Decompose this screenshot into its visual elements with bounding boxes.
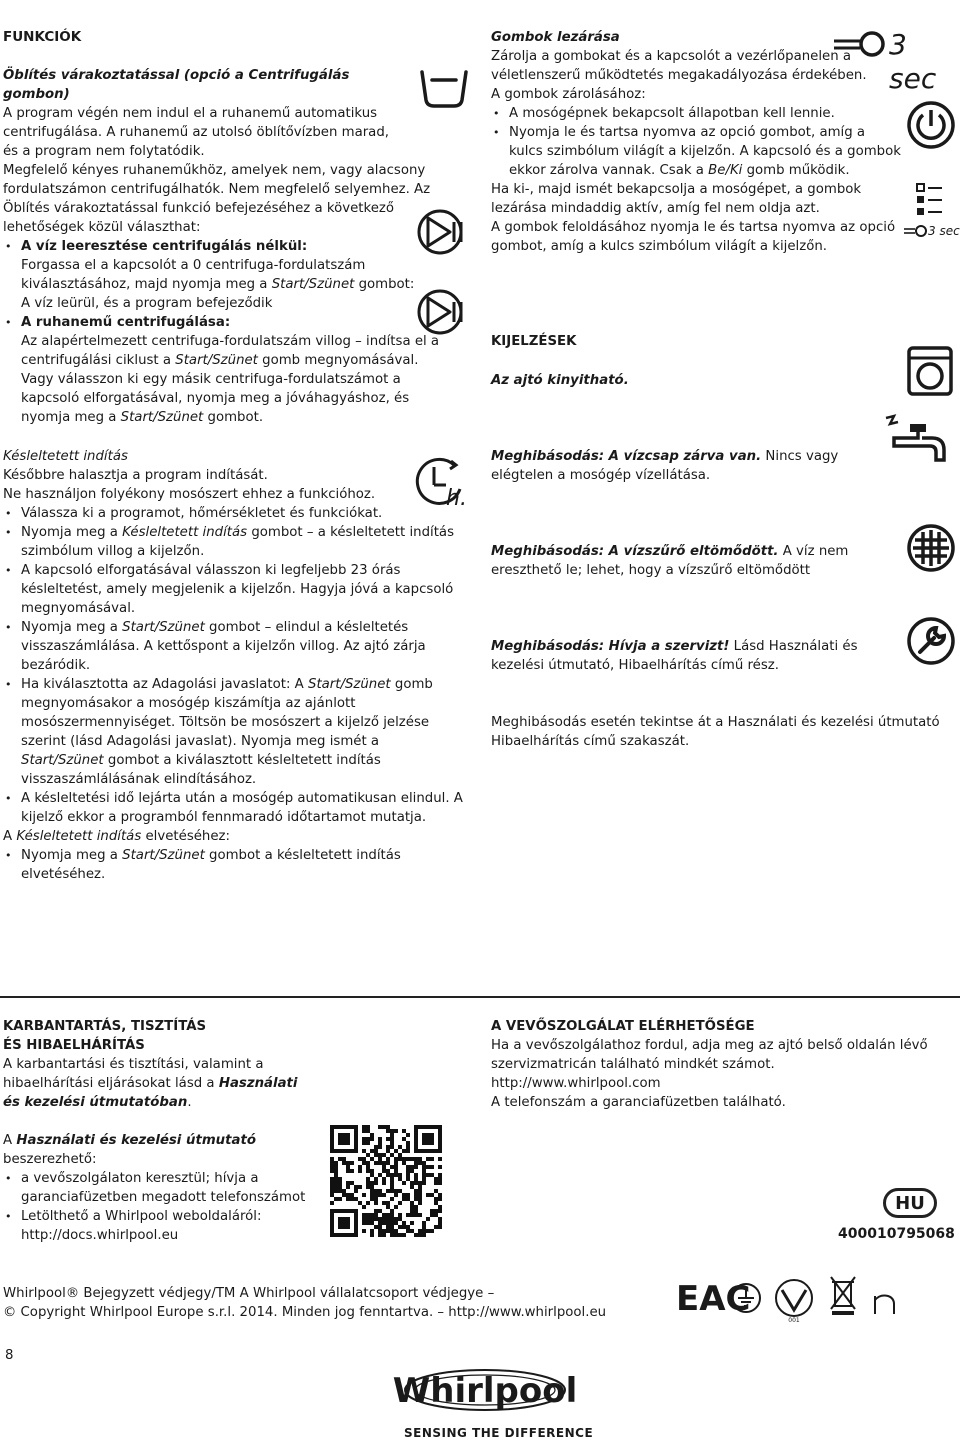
section-title-funkciok: FUNKCIÓK xyxy=(3,29,82,45)
brand-name: Whirlpool xyxy=(392,1371,578,1411)
drain-filter-icon xyxy=(906,523,956,573)
button-lock-paragraph-2: A gombok zárolásához: xyxy=(491,87,646,102)
door-unlocked-icon xyxy=(906,345,954,397)
document-number: 400010795068 xyxy=(838,1226,955,1242)
service-wrench-icon xyxy=(906,616,956,666)
left-column xyxy=(3,28,463,427)
start-pause-icon xyxy=(416,208,468,256)
error-general-note: Meghibásodás esetén tekintse át a Használati és kezelési útmutató Hibaelhárítás című szakaszát. xyxy=(491,715,940,749)
list-item: • Ha kiválasztotta az Adagolási javaslatot: A Start/Szünet gomb megnyomásakor a mosógép kiszámítja az ajánlott mosószermennyiséget. Töltsön be mosószert a kijelző jelzése szerint (lásd Adagolási javaslat). Nyomja meg ismét a Start/Szünet gombot a kiválasztott késleltetett indítás visszaszámlálásának elindításához. xyxy=(3,675,463,789)
list-item: • A mosógépnek bekapcsolt állapotban kell lennie. xyxy=(491,104,901,123)
rinse-hold-paragraph-2: Megfelelő kényes ruhaneműkhöz, amelyek nem, vagy alacsony fordulatszámon centrifugálhatók. Nem megfelelő selyemhez. Az Öblítés várakoztatással funkció befejezéséhez a következő lehetőségek közül választhat: xyxy=(3,163,431,235)
error-tap-closed: Meghibásodás: A vízcsap zárva van. Nincs vagy elégtelen a mosógép vízellátása. xyxy=(491,449,839,483)
button-lock-paragraph-3: Ha ki-, majd ismét bekapcsolja a mosógépet, a gombok lezárása mindaddig aktív, amíg fel nem oldja azt. xyxy=(491,182,862,216)
option-buttons-icon xyxy=(916,182,946,218)
qr-code[interactable] xyxy=(330,1125,442,1237)
button-lock-paragraph-1: Zárolja a gombokat és a kapcsolót a vezérlőpanelen a véletlenszerű működtetés megakadályozása érdekében. xyxy=(491,49,867,83)
three-sec-small-label: 3 sec xyxy=(928,224,960,238)
option-spin: • A ruhanemű centrifugálása: Az alapértelmezett centrifuga-fordulatszám villog – indítsa el a centrifugálási ciklust a Start/Szünet gomb megnyomásával. Vagy válasszon ki egy másik centrifuga-fordulatszámot a kapcsoló elforgatásával, nyomja meg a jóváhagyáshoz, és nyomja meg a Start/Szünet gombot. xyxy=(3,313,443,427)
delay-start-title: Késleltetett indítás xyxy=(3,449,128,464)
error-filter-clogged: Meghibásodás: A vízszűrő eltömődött. A víz nem ereszthető le; lehet, hogy a vízszűrő eltömődött xyxy=(491,544,849,578)
delay-start-paragraph-1: Későbbre halasztja a program indítását. xyxy=(3,468,268,483)
delay-start-section xyxy=(3,447,463,884)
footer-line-2: © Copyright Whirlpool Europe s.r.l. 2014. Minden jog fenntartva. – http://www.whirlpool.eu xyxy=(3,1305,607,1320)
error-call-service: Meghibásodás: Hívja a szervizt! Lásd Használati és kezelési útmutató, Hibaelhárítás című rész. xyxy=(491,639,858,673)
list-item: • A kapcsoló elforgatásával válasszon ki legfeljebb 23 órás késleltetést, amely megjelenik a kijelzőn. Hagyja jóvá a kapcsoló megnyomásával. xyxy=(3,561,463,618)
list-item: • Letölthető a Whirlpool weboldaláról: http://docs.whirlpool.eu xyxy=(3,1207,323,1245)
indicators-title: KIJELZÉSEK xyxy=(491,334,577,349)
certification-number: 001 xyxy=(788,1317,800,1324)
eac-mark-text: EAC xyxy=(676,1279,751,1319)
brand-tagline: SENSING THE DIFFERENCE xyxy=(404,1426,594,1440)
button-lock-paragraph-4: A gombok feloldásához nyomja le és tartsa nyomva az opció gombot, amíg a kulcs szimbólum világít a kijelzőn. xyxy=(491,220,896,254)
water-tap-icon xyxy=(880,412,956,468)
certification-mark-icon xyxy=(770,1278,818,1324)
list-item: • Nyomja le és tartsa nyomva az opció gombot, amíg a kulcs szimbólum világít a kijelzőn. A kapcsoló és a gombok ekkor zárolva vannak. Csak a Be/Ki gomb működik. xyxy=(491,123,901,180)
weee-bin-icon xyxy=(828,1274,858,1316)
delay-start-clock-icon xyxy=(414,455,470,509)
service-paragraph-1: Ha a vevőszolgálathoz fordul, adja meg az ajtó belső oldalán lévő szervizmatricán található mindkét számot. xyxy=(491,1038,928,1072)
page-number: 8 xyxy=(5,1348,14,1363)
language-badge: HU xyxy=(883,1188,937,1218)
start-pause-icon xyxy=(416,288,468,336)
list-item: • Nyomja meg a Start/Szünet gombot a késleltetett indítás elvetéséhez. xyxy=(3,846,463,884)
list-item: • Nyomja meg a Késleltetett indítás gombot – a késleltetett indítás szimbólum villog a kijelzőn. xyxy=(3,523,463,561)
delay-cancel-steps xyxy=(3,846,463,884)
rinse-hold-icon xyxy=(418,66,470,110)
power-icon xyxy=(906,100,956,150)
service-paragraph-2: A telefonszám a garanciafüzetben található. xyxy=(491,1095,786,1110)
n-mark-icon xyxy=(872,1290,902,1316)
footer-line-1: Whirlpool® Bejegyzett védjegy/TM A Whirlpool vállalatcsoport védjegye – xyxy=(3,1286,495,1301)
manual-availability: A Használati és kezelési útmutató beszerezhető: • a vevőszolgálaton keresztül; hívja a garanciafüzetben megadott telefonszámot • Letölthető a Whirlpool weboldaláról: http://docs.whirlpool.eu xyxy=(3,1131,323,1245)
right-column xyxy=(491,28,921,256)
section-divider xyxy=(0,996,960,998)
key-lock-small-icon xyxy=(903,224,927,238)
delay-start-steps xyxy=(3,504,463,827)
list-item: • Nyomja meg a Start/Szünet gombot – elindul a késleltetés visszaszámlálása. A kettőspont a kijelzőn villog. Az ajtó zárja bezáródik. xyxy=(3,618,463,675)
service-url[interactable]: http://www.whirlpool.com xyxy=(491,1076,661,1091)
eac-mark-icon xyxy=(676,1278,751,1319)
list-item: • a vevőszolgálaton keresztül; hívja a garanciafüzetben megadott telefonszámot xyxy=(3,1169,323,1207)
list-item: • Válassza ki a programot, hőmérsékletet és funkciókat. xyxy=(3,504,463,523)
button-lock-title: Gombok lezárása xyxy=(491,30,620,45)
maintenance-title-1: KARBANTARTÁS, TISZTÍTÁS xyxy=(3,1019,207,1034)
rinse-hold-paragraph-1: A program végén nem indul el a ruhanemű automatikus centrifugálása. A ruhanemű az utolsó öblítővízben marad, és a program nem folytatódik. xyxy=(3,106,389,159)
trademark-footer xyxy=(3,1284,623,1322)
delay-start-paragraph-2: Ne használjon folyékony mosószert ehhez a funkcióhoz. xyxy=(3,487,376,502)
service-contact-section xyxy=(491,1017,951,1112)
button-lock-steps xyxy=(491,104,901,180)
whirlpool-logo xyxy=(392,1362,578,1414)
list-item: • A késleltetési idő lejárta után a mosógép automatikusan elindul. A kijelző ekkor a programból fennmaradó időtartamot mutatja. xyxy=(3,789,463,827)
rinse-hold-options xyxy=(3,237,443,427)
key-lock-icon xyxy=(832,28,892,60)
door-open-text: Az ajtó kinyitható. xyxy=(491,373,629,388)
option-drain: • A víz leeresztése centrifugálás nélkül: Forgassa el a kapcsolót a 0 centrifuga-fordulatszám kiválasztásához, majd nyomja meg a Start/Szünet gombot: A víz leürül, és a program befejeződik xyxy=(3,237,443,313)
service-title: A VEVŐSZOLGÁLAT ELÉRHETŐSÉGE xyxy=(491,1019,755,1034)
maintenance-title-2: ÉS HIBAELHÁRÍTÁS xyxy=(3,1038,145,1053)
svg-text:h.: h. xyxy=(446,486,467,511)
maintenance-section xyxy=(3,1017,303,1112)
three-sec-large-label: 3 sec xyxy=(889,28,937,95)
rinse-hold-title: Öblítés várakoztatással (opció a Centrifugálás gombon) xyxy=(3,68,350,102)
ground-symbol-icon xyxy=(730,1282,762,1314)
delay-cancel-intro: A Késleltetett indítás elvetéséhez: xyxy=(3,829,230,844)
maintenance-text: A karbantartási és tisztítási, valamint a hibaelhárítási eljárásokat lásd a Használati és kezelési útmutatóban. xyxy=(3,1057,298,1110)
